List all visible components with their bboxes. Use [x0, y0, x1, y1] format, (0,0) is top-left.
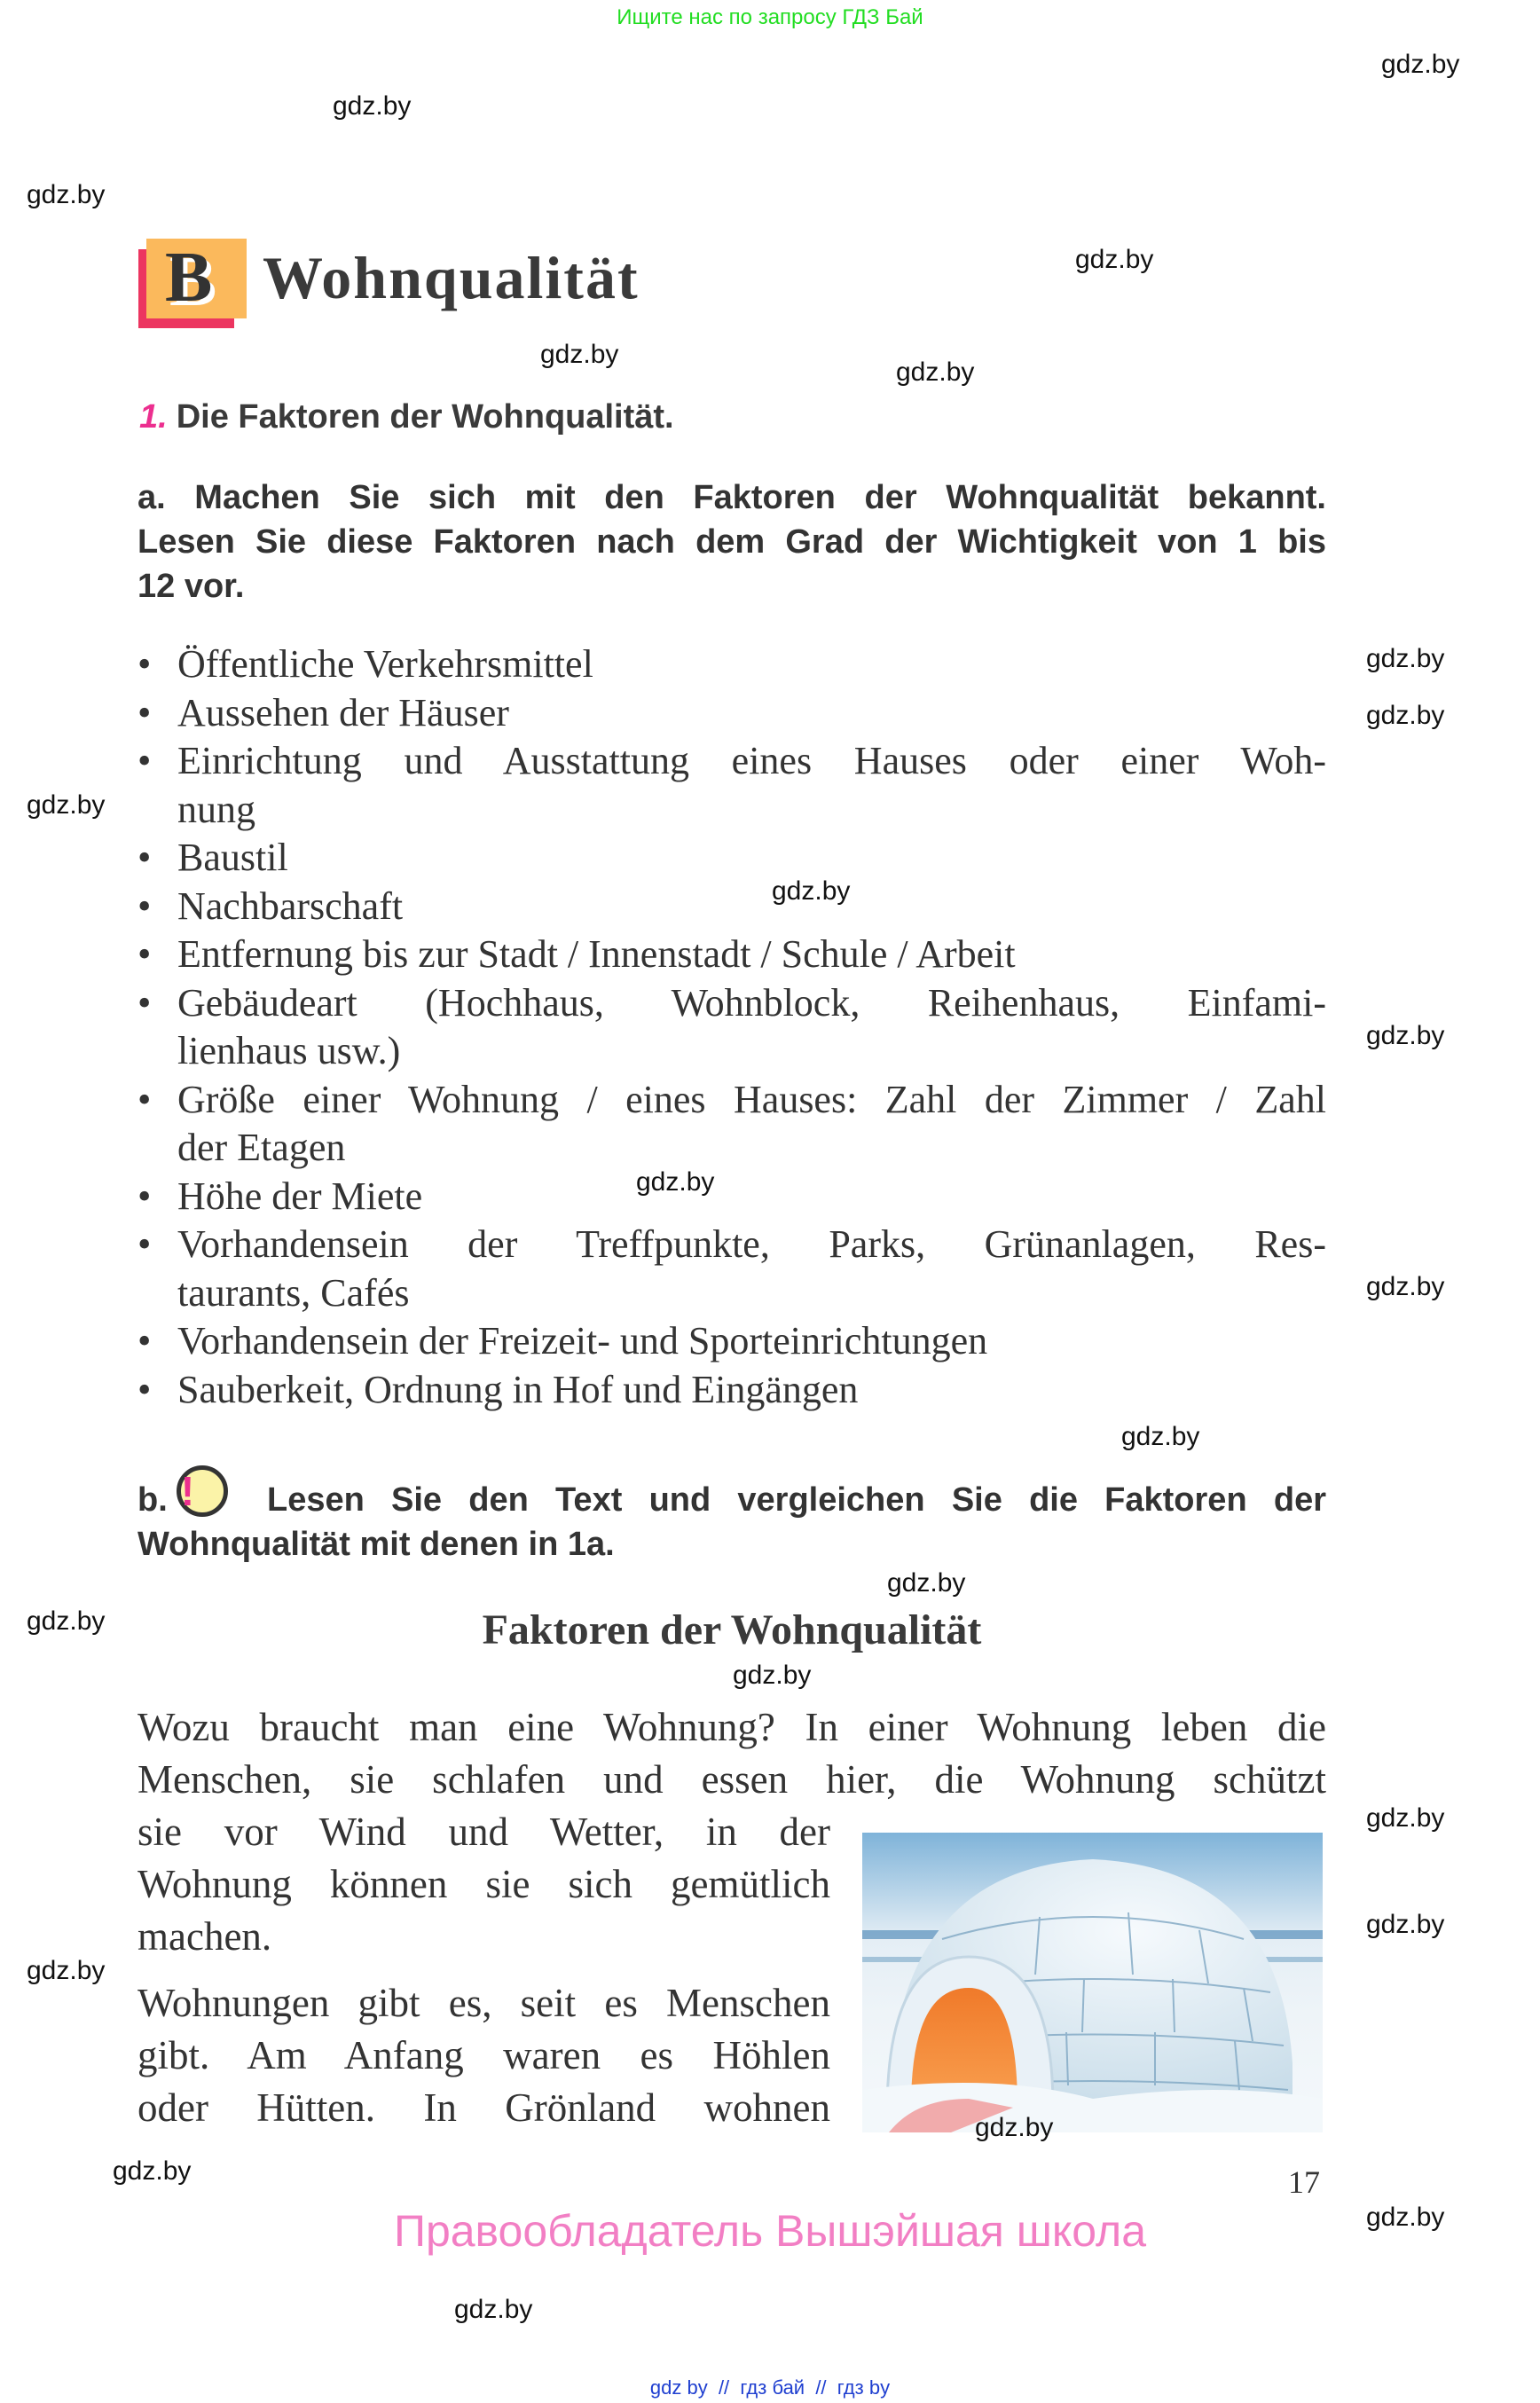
list-item-text: Sauberkeit, Ordnung in Hof und Eingängen	[177, 1367, 859, 1411]
watermark: gdz.by	[113, 2156, 192, 2186]
list-item-text: Größe einer Wohnung / eines Hauses: Zahl der Zimmer / Zahl	[177, 1077, 1326, 1121]
section-badge	[138, 239, 247, 328]
watermark: gdz.by	[27, 1956, 106, 1985]
bullet-icon: •	[138, 980, 152, 1025]
bullet-icon: •	[138, 1319, 152, 1362]
bullet-icon: •	[138, 690, 152, 734]
list-item	[138, 1221, 1326, 1317]
list-item-text: lienhaus usw.)	[177, 1029, 401, 1072]
list-item	[138, 931, 1326, 979]
bullet-icon: •	[138, 836, 152, 879]
list-item-text: taurants, Cafés	[177, 1270, 410, 1315]
instruction-line: Lesen Sie diese Faktoren nach dem Grad der Wichtigkeit von 1 bis	[138, 523, 1326, 561]
instruction-line: 12 vor.	[138, 568, 245, 605]
watermark: gdz.by	[27, 180, 106, 209]
list-item-text: Vorhandensein der Treffpunkte, Parks, Grünanlagen, Res-	[177, 1222, 1326, 1266]
instruction-line	[138, 1465, 1326, 1522]
list-item	[138, 1317, 1326, 1366]
instruction-line: Wohnqualität mit denen in 1a.	[138, 1526, 615, 1563]
igloo-image	[862, 1833, 1323, 2132]
watermark: gdz.by	[27, 790, 106, 820]
exclamation-icon: !	[177, 1465, 228, 1517]
instruction-line: a. Machen Sie sich mit den Faktoren der Wohnqualität bekannt.	[138, 479, 1326, 516]
watermark: gdz.by	[1366, 1272, 1445, 1301]
watermark: gdz.by	[454, 2295, 533, 2324]
watermark: gdz.by	[1366, 701, 1445, 730]
task-number: 1.	[139, 398, 168, 436]
watermark: gdz.by	[1381, 50, 1460, 79]
bullet-icon: •	[138, 1077, 152, 1121]
task-a-instructions	[138, 475, 1326, 609]
watermark: gdz.by	[1366, 644, 1445, 673]
watermark: gdz.by	[896, 357, 975, 387]
watermark: gdz.by	[975, 2113, 1054, 2142]
watermark: gdz.by	[1366, 2203, 1445, 2232]
watermark: gdz.by	[1366, 1803, 1445, 1833]
list-item	[138, 1076, 1326, 1173]
bullet-icon: •	[138, 883, 152, 928]
factor-list	[138, 640, 1326, 1414]
watermark: gdz.by	[1121, 1422, 1200, 1451]
text-line: Menschen, sie schlafen und essen hier, die Wohnung schützt	[138, 1757, 1326, 1802]
list-item-text: Aussehen der Häuser	[177, 690, 509, 734]
list-item	[138, 1366, 1326, 1415]
bullet-icon: •	[138, 1174, 152, 1218]
text-line: machen.	[138, 1914, 272, 1959]
bullet-icon: •	[138, 739, 152, 782]
copyright-notice: Правообладатель Вышэйшая школа	[394, 2206, 1146, 2256]
list-item-text: Entfernung bis zur Stadt / Innenstadt / Schule / Arbeit	[177, 932, 1016, 976]
task-title: Die Faktoren der Wohnqualität.	[176, 398, 674, 436]
list-item	[138, 640, 1326, 689]
list-item-text: Vorhandensein der Freizeit- und Sporteinrichtungen	[177, 1319, 988, 1362]
text-line: Wohnung können sie sich gemütlich	[138, 1862, 830, 1906]
list-item	[138, 1173, 1326, 1221]
text-line: Wozu braucht man eine Wohnung? In einer Wohnung leben die	[138, 1705, 1326, 1749]
section-title: Wohnqualität	[263, 244, 640, 311]
bullet-icon: •	[138, 1222, 152, 1266]
task-b-instructions	[138, 1465, 1326, 1567]
list-item	[138, 834, 1326, 883]
list-item-text: Baustil	[177, 836, 288, 879]
bullet-icon: •	[138, 642, 152, 686]
text-line: oder Hütten. In Grönland wohnen	[138, 2085, 830, 2130]
bullet-icon: •	[138, 932, 152, 976]
instruction-text: Lesen Sie den Text und vergleichen Sie die Faktoren der	[267, 1481, 1326, 1519]
bullet-icon: •	[138, 1367, 152, 1411]
watermark: gdz.by	[887, 1568, 966, 1598]
list-item-text: Höhe der Miete	[177, 1174, 423, 1218]
watermark: gdz.by	[1366, 1910, 1445, 1939]
task-heading	[139, 398, 674, 437]
list-item-text: Gebäudeart (Hochhaus, Wohnblock, Reihenhaus, Einfami-	[177, 980, 1326, 1025]
watermark: gdz.by	[1075, 245, 1154, 274]
watermark: gdz.by	[772, 876, 851, 906]
text-line: sie vor Wind und Wetter, in der	[138, 1810, 830, 1854]
top-banner: Ищите нас по запросу ГДЗ Бай	[617, 5, 923, 29]
watermark: gdz.by	[636, 1167, 715, 1197]
task-b-label: b.	[138, 1481, 168, 1519]
watermark: gdz.by	[733, 1661, 812, 1690]
footer-links[interactable]: gdz by // гдз бай // гдз by	[649, 2376, 891, 2399]
list-item-text: der Etagen	[177, 1126, 346, 1169]
text-title: Faktoren der Wohnqualität	[482, 1606, 982, 1653]
list-item-text: nung	[177, 787, 255, 831]
section-letter: B	[165, 239, 213, 317]
list-item-text: Nachbarschaft	[177, 883, 404, 928]
list-item	[138, 979, 1326, 1076]
list-item-text: Einrichtung und Ausstattung eines Hauses oder einer Woh-	[177, 739, 1326, 782]
page-number: 17	[1288, 2164, 1320, 2200]
text-line: gibt. Am Anfang waren es Höhlen	[138, 2033, 830, 2077]
list-item-text: Öffentliche Verkehrsmittel	[177, 642, 593, 686]
watermark: gdz.by	[1366, 1021, 1445, 1050]
list-item	[138, 737, 1326, 834]
watermark: gdz.by	[27, 1606, 106, 1636]
list-item	[138, 689, 1326, 738]
watermark: gdz.by	[540, 340, 619, 369]
watermark: gdz.by	[333, 91, 412, 121]
text-line: Wohnungen gibt es, seit es Menschen	[138, 1981, 830, 2025]
list-item	[138, 883, 1326, 931]
